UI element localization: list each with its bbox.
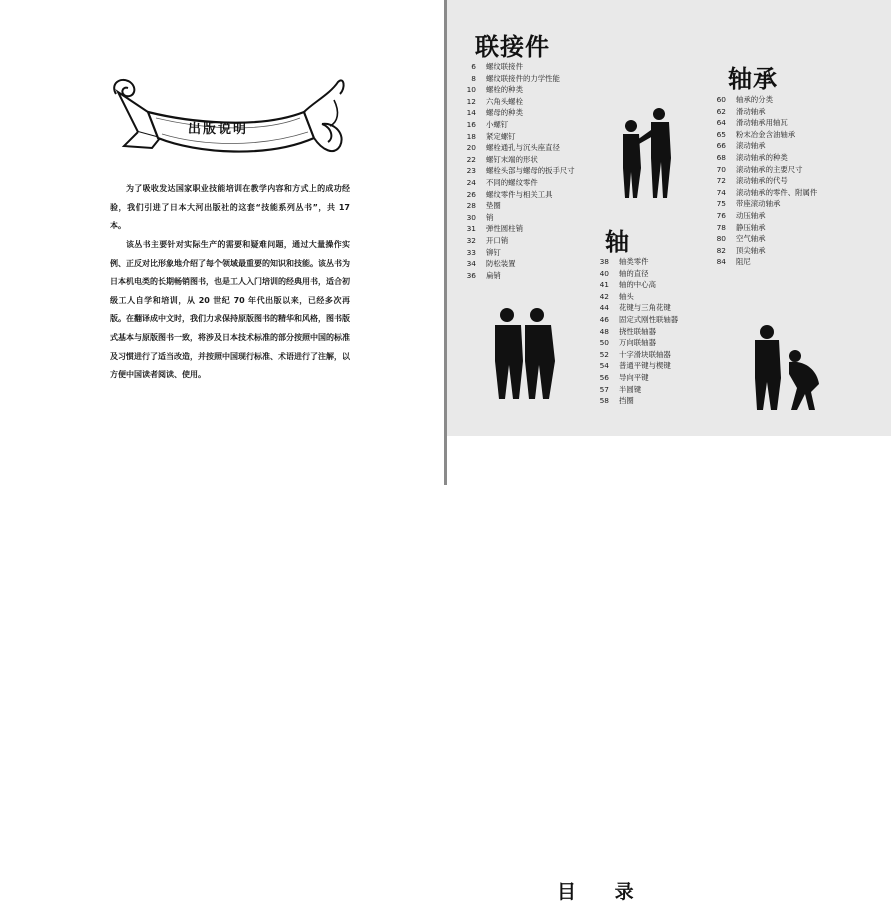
toc-item bbox=[463, 61, 575, 73]
toc-item bbox=[463, 258, 575, 270]
toc-item bbox=[463, 84, 575, 96]
footer-band bbox=[447, 436, 891, 903]
toc-page-number: 54 bbox=[599, 361, 609, 371]
toc-page-number: 8 bbox=[471, 73, 476, 83]
toc-item bbox=[713, 222, 817, 234]
toc-page-number: 66 bbox=[716, 141, 726, 151]
toc-entry-text: 扁销 bbox=[486, 270, 501, 280]
toc-entry-text: 固定式刚性联轴器 bbox=[619, 314, 679, 324]
toc-page-number: 56 bbox=[599, 372, 609, 382]
toc-item bbox=[713, 164, 817, 176]
toc-item bbox=[463, 212, 575, 224]
toc-item bbox=[596, 395, 678, 407]
toc-entry-text: 轴承的分类 bbox=[736, 95, 773, 104]
toc-page-number: 12 bbox=[466, 96, 476, 106]
toc-entry-text: 挡圈 bbox=[619, 396, 634, 406]
toc-item bbox=[596, 337, 678, 349]
toc-page-number: 33 bbox=[466, 247, 476, 257]
toc-item bbox=[463, 223, 575, 235]
toc-entry-text: 滚动轴承的零件、附属件 bbox=[736, 187, 818, 197]
toc-item bbox=[463, 270, 575, 282]
toc-page-number: 31 bbox=[466, 224, 476, 234]
section-title-connectors: 联接件 bbox=[475, 33, 550, 61]
silhouette-figures-pair-1 bbox=[617, 106, 677, 202]
toc-page-number: 52 bbox=[599, 349, 609, 359]
toc-entry-text: 普通平键与楔键 bbox=[619, 361, 671, 371]
toc-entry-text: 十字滑块联轴器 bbox=[619, 349, 671, 359]
toc-item bbox=[463, 189, 575, 201]
toc-page-number: 84 bbox=[716, 257, 726, 267]
toc-entry-text: 滑动轴承 bbox=[736, 106, 766, 116]
toc-entry-text: 导向平键 bbox=[619, 372, 649, 382]
toc-item bbox=[713, 94, 817, 106]
toc-item bbox=[713, 198, 817, 210]
toc-page-number: 60 bbox=[716, 95, 726, 104]
toc-page-number: 50 bbox=[599, 338, 609, 348]
toc-entry-text: 弹性圆柱销 bbox=[486, 224, 523, 234]
toc-entry-text: 轴的直径 bbox=[619, 268, 649, 278]
toc-entry-text: 六角头螺栓 bbox=[486, 96, 523, 106]
toc-page-number: 28 bbox=[466, 201, 476, 211]
toc-entry-text: 粉末冶金含油轴承 bbox=[736, 129, 796, 139]
toc-page-number: 58 bbox=[599, 396, 609, 406]
toc-entry-text: 半圆键 bbox=[619, 384, 642, 394]
toc-entry-text: 螺纹联接件 bbox=[486, 62, 523, 71]
toc-page-number: 18 bbox=[466, 131, 476, 141]
toc-item bbox=[463, 200, 575, 212]
toc-entry-text: 万向联轴器 bbox=[619, 338, 656, 348]
toc-item bbox=[713, 140, 817, 152]
toc-entry-text: 挠性联轴器 bbox=[619, 326, 656, 336]
toc-page-number: 30 bbox=[466, 212, 476, 222]
toc-entry-text: 紧定螺钉 bbox=[486, 131, 516, 141]
toc-page-number: 42 bbox=[599, 291, 609, 301]
toc-item bbox=[713, 117, 817, 129]
toc-item bbox=[596, 279, 678, 291]
toc-item bbox=[713, 175, 817, 187]
toc-entry-text: 螺纹零件与相关工具 bbox=[486, 189, 553, 199]
toc-page-number: 74 bbox=[716, 187, 726, 197]
toc-entry-text: 静压轴承 bbox=[736, 222, 766, 232]
toc-entry-text: 不同的螺纹零件 bbox=[486, 177, 538, 187]
toc-item bbox=[596, 314, 678, 326]
toc-item bbox=[713, 233, 817, 245]
toc-entry-text: 空气轴承 bbox=[736, 234, 766, 244]
toc-list-connectors bbox=[463, 61, 575, 281]
toc-entry-text: 滑动轴承用轴瓦 bbox=[736, 118, 788, 128]
toc-list-shafts bbox=[596, 256, 678, 407]
toc-item bbox=[596, 326, 678, 338]
toc-page-number: 6 bbox=[471, 62, 476, 71]
toc-page-number: 16 bbox=[466, 119, 476, 129]
toc-entry-text: 小螺钉 bbox=[486, 119, 509, 129]
toc-entry-text: 螺钉末端的形状 bbox=[486, 154, 538, 164]
toc-item bbox=[463, 119, 575, 131]
toc-page-number: 14 bbox=[466, 108, 476, 118]
contents-heading: 目 录 bbox=[557, 881, 650, 903]
ribbon-banner-illustration bbox=[108, 72, 348, 162]
toc-item bbox=[463, 131, 575, 143]
toc-item bbox=[463, 165, 575, 177]
toc-page-number: 62 bbox=[716, 106, 726, 116]
toc-page-number: 46 bbox=[599, 314, 609, 324]
toc-item bbox=[463, 107, 575, 119]
toc-page-number: 57 bbox=[599, 384, 609, 394]
toc-page-number: 64 bbox=[716, 118, 726, 128]
toc-item bbox=[713, 256, 817, 268]
silhouette-figures-pair-3 bbox=[749, 322, 827, 414]
toc-item bbox=[463, 235, 575, 247]
toc-item bbox=[463, 154, 575, 166]
toc-page-number: 65 bbox=[716, 129, 726, 139]
section-title-bearings: 轴承 bbox=[728, 65, 778, 93]
toc-item bbox=[596, 302, 678, 314]
toc-item bbox=[463, 177, 575, 189]
toc-entry-text: 销 bbox=[486, 212, 494, 222]
toc-page-number: 24 bbox=[466, 177, 476, 187]
toc-item bbox=[713, 245, 817, 257]
toc-page-number: 22 bbox=[466, 154, 476, 164]
toc-page-number: 36 bbox=[466, 270, 476, 280]
toc-item bbox=[596, 349, 678, 361]
toc-entry-text: 滚动轴承 bbox=[736, 141, 766, 151]
toc-entry-text: 滚动轴承的代号 bbox=[736, 176, 788, 186]
toc-entry-text: 带座滚动轴承 bbox=[736, 199, 781, 209]
toc-page-number: 34 bbox=[466, 259, 476, 269]
toc-page-number: 10 bbox=[466, 85, 476, 95]
toc-item bbox=[596, 291, 678, 303]
section-title-shafts: 轴 bbox=[605, 228, 630, 256]
toc-page-number: 23 bbox=[466, 166, 476, 176]
toc-page-number: 44 bbox=[599, 303, 609, 313]
toc-entry-text: 垫圈 bbox=[486, 201, 501, 211]
toc-page-number: 68 bbox=[716, 152, 726, 162]
toc-entry-text: 轴类零件 bbox=[619, 257, 649, 266]
preface-paragraph-1: 为了吸收发达国家职业技能培训在教学内容和方式上的成功经验，我们引进了日本大河出版社的这套“技能系列丛书”，共 17 本。 bbox=[110, 184, 350, 231]
toc-item bbox=[596, 268, 678, 280]
toc-item bbox=[713, 129, 817, 141]
toc-page-number: 40 bbox=[599, 268, 609, 278]
toc-page-number: 76 bbox=[716, 210, 726, 220]
toc-item bbox=[463, 73, 575, 85]
toc-entry-text: 螺栓通孔与沉头座直径 bbox=[486, 143, 560, 153]
toc-page-number: 70 bbox=[716, 164, 726, 174]
banner-title: 出版说明 bbox=[187, 122, 248, 137]
toc-page-number: 80 bbox=[716, 234, 726, 244]
toc-entry-text: 花键与三角花键 bbox=[619, 303, 671, 313]
toc-item bbox=[713, 152, 817, 164]
toc-item bbox=[596, 384, 678, 396]
toc-page-number: 75 bbox=[716, 199, 726, 209]
right-page bbox=[447, 0, 891, 485]
toc-item bbox=[713, 187, 817, 199]
toc-entry-text: 螺栓头部与螺母的扳手尺寸 bbox=[486, 166, 575, 176]
toc-entry-text: 轴头 bbox=[619, 291, 634, 301]
toc-entry-text: 轴的中心高 bbox=[619, 280, 656, 290]
toc-entry-text: 开口销 bbox=[486, 235, 509, 245]
toc-entry-text: 螺纹联接件的力学性能 bbox=[486, 73, 560, 83]
toc-entry-text: 防松装置 bbox=[486, 259, 516, 269]
toc-item bbox=[463, 96, 575, 108]
toc-item bbox=[463, 247, 575, 259]
left-page bbox=[0, 0, 444, 485]
toc-page-number: 82 bbox=[716, 245, 726, 255]
toc-page-number: 26 bbox=[466, 189, 476, 199]
toc-item bbox=[463, 142, 575, 154]
toc-page-number: 41 bbox=[599, 280, 609, 290]
toc-item bbox=[596, 360, 678, 372]
toc-item bbox=[713, 210, 817, 222]
toc-page-number: 78 bbox=[716, 222, 726, 232]
toc-item bbox=[596, 256, 678, 268]
toc-item bbox=[713, 106, 817, 118]
toc-entry-text: 动压轴承 bbox=[736, 210, 766, 220]
toc-entry-text: 滚动轴承的主要尺寸 bbox=[736, 164, 803, 174]
toc-entry-text: 顶尖轴承 bbox=[736, 245, 766, 255]
toc-page-number: 38 bbox=[599, 257, 609, 266]
toc-entry-text: 滚动轴承的种类 bbox=[736, 152, 788, 162]
toc-entry-text: 阻尼 bbox=[736, 257, 751, 267]
toc-page-number: 72 bbox=[716, 176, 726, 186]
toc-entry-text: 螺母的种类 bbox=[486, 108, 523, 118]
toc-item bbox=[596, 372, 678, 384]
toc-page-number: 32 bbox=[466, 235, 476, 245]
toc-list-bearings bbox=[713, 94, 817, 268]
toc-page-number: 20 bbox=[466, 143, 476, 153]
toc-entry-text: 铆钉 bbox=[486, 247, 501, 257]
toc-page-number: 48 bbox=[599, 326, 609, 336]
silhouette-figures-pair-2 bbox=[489, 305, 559, 401]
toc-entry-text: 螺栓的种类 bbox=[486, 85, 523, 95]
preface-paragraph-2: 该丛书主要针对实际生产的需要和疑难问题，通过大量操作实例、正反对比形象地介绍了每个领域最重要的知识和技能。该丛书为日本机电类的长期畅销图书，也是工人入门培训的经典用书，适合初级工人自学和培训，从 20 世纪 70 年代出版以来，已经多次再版。在翻译成中文时，我们力求保持原版图书的精华和风格，图书版式基本与原版图书一致，将涉及日本技术标准的部分按照中国的标准及习惯进行了适当改造，并按照中国现行标准、术语进行了注解，以方便中国读者阅读、使用。 bbox=[110, 240, 350, 380]
